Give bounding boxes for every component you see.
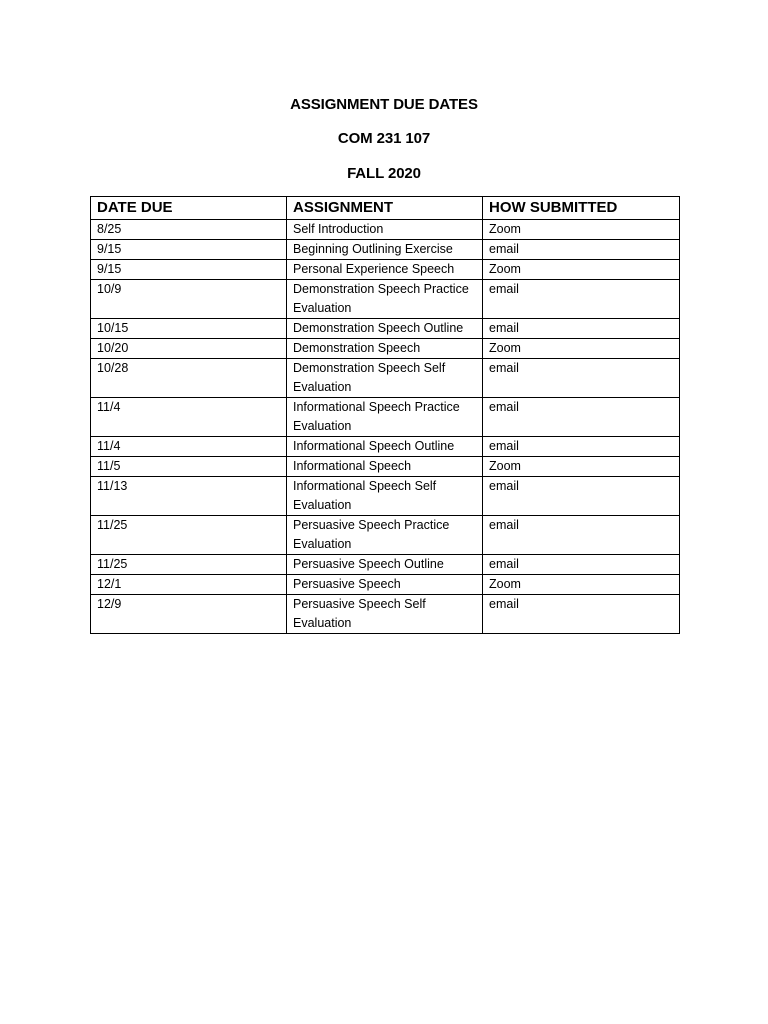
column-header-how-submitted: HOW SUBMITTED — [483, 197, 680, 220]
table-row — [91, 516, 680, 555]
table-row — [91, 477, 680, 516]
submission-method-cell: email — [483, 555, 680, 575]
due-date-cell: 9/15 — [91, 240, 287, 260]
due-date-cell: 8/25 — [91, 220, 287, 240]
submission-method-cell: email — [483, 319, 680, 339]
due-date-cell: 10/9 — [91, 280, 287, 319]
column-header-assignment: ASSIGNMENT — [287, 197, 483, 220]
table-row — [91, 280, 680, 319]
assignment-cell: Informational Speech Practice Evaluation — [287, 398, 483, 437]
due-date-cell: 11/4 — [91, 398, 287, 437]
due-date-cell: 12/9 — [91, 595, 287, 634]
term-label: FALL 2020 — [347, 165, 421, 182]
assignment-table — [90, 196, 680, 634]
submission-method-cell: Zoom — [483, 220, 680, 240]
due-date-cell: 10/15 — [91, 319, 287, 339]
submission-method-cell: Zoom — [483, 457, 680, 477]
submission-method-cell: Zoom — [483, 575, 680, 595]
table-row — [91, 398, 680, 437]
due-date-cell: 11/13 — [91, 477, 287, 516]
due-date-cell: 9/15 — [91, 260, 287, 280]
assignment-cell: Beginning Outlining Exercise — [287, 240, 483, 260]
table-header-row — [91, 197, 680, 220]
assignment-cell: Persuasive Speech Practice Evaluation — [287, 516, 483, 555]
due-date-cell: 10/28 — [91, 359, 287, 398]
assignment-cell: Demonstration Speech Self Evaluation — [287, 359, 483, 398]
table-row — [91, 595, 680, 634]
table-row — [91, 437, 680, 457]
assignment-cell: Informational Speech Outline — [287, 437, 483, 457]
due-date-cell: 11/4 — [91, 437, 287, 457]
assignment-cell: Persuasive Speech Outline — [287, 555, 483, 575]
due-date-cell: 12/1 — [91, 575, 287, 595]
table-row — [91, 575, 680, 595]
submission-method-cell: Zoom — [483, 339, 680, 359]
course-code: COM 231 107 — [337, 130, 431, 147]
table-row — [91, 359, 680, 398]
due-date-cell: 11/25 — [91, 555, 287, 575]
assignment-cell: Demonstration Speech Outline — [287, 319, 483, 339]
assignment-cell: Persuasive Speech Self Evaluation — [287, 595, 483, 634]
assignment-cell: Demonstration Speech Practice Evaluation — [287, 280, 483, 319]
table-row — [91, 555, 680, 575]
due-date-cell: 10/20 — [91, 339, 287, 359]
assignment-cell: Self Introduction — [287, 220, 483, 240]
submission-method-cell: email — [483, 280, 680, 319]
assignment-cell: Informational Speech Self Evaluation — [287, 477, 483, 516]
assignment-cell: Personal Experience Speech — [287, 260, 483, 280]
table-row — [91, 220, 680, 240]
submission-method-cell: email — [483, 359, 680, 398]
submission-method-cell: email — [483, 437, 680, 457]
submission-method-cell: email — [483, 516, 680, 555]
table-row — [91, 260, 680, 280]
column-header-date-due: DATE DUE — [91, 197, 287, 220]
assignment-cell: Demonstration Speech — [287, 339, 483, 359]
submission-method-cell: Zoom — [483, 260, 680, 280]
submission-method-cell: email — [483, 240, 680, 260]
table-row — [91, 240, 680, 260]
submission-method-cell: email — [483, 477, 680, 516]
due-date-cell: 11/25 — [91, 516, 287, 555]
table-row — [91, 339, 680, 359]
due-date-cell: 11/5 — [91, 457, 287, 477]
assignment-cell: Persuasive Speech — [287, 575, 483, 595]
table-row — [91, 319, 680, 339]
document-title: ASSIGNMENT DUE DATES — [290, 96, 478, 113]
submission-method-cell: email — [483, 398, 680, 437]
assignment-cell: Informational Speech — [287, 457, 483, 477]
table-row — [91, 457, 680, 477]
submission-method-cell: email — [483, 595, 680, 634]
